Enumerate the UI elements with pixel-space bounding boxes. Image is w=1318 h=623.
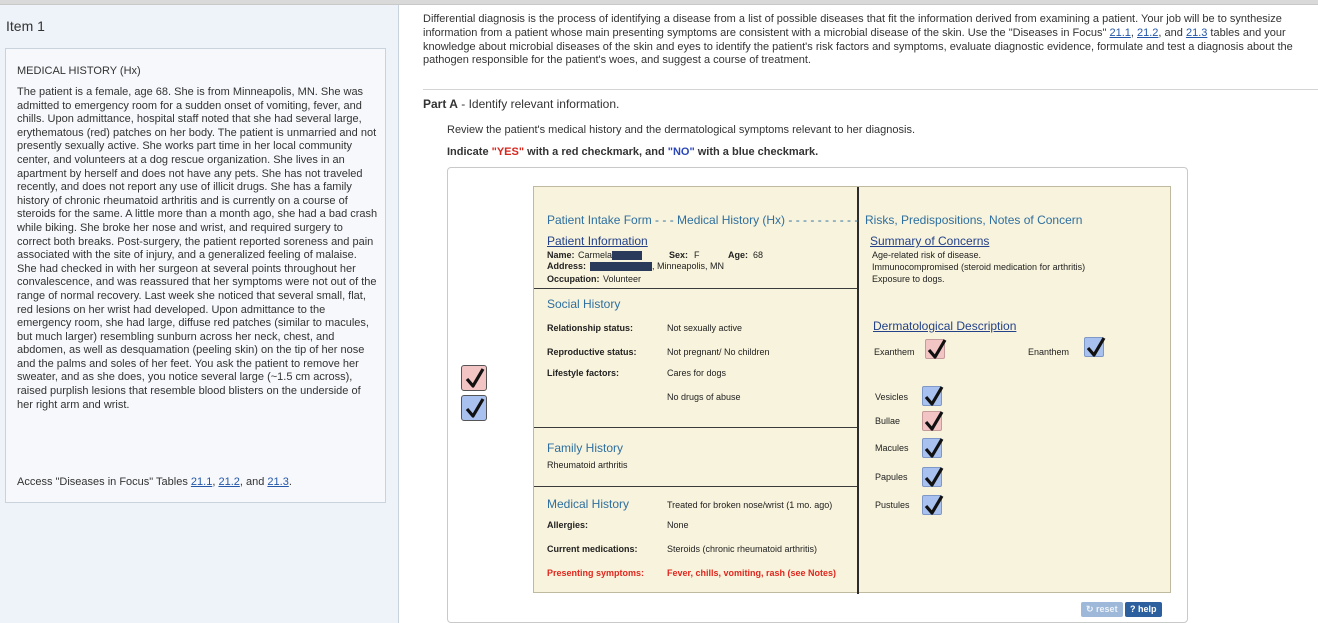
name-text: Carmela [578, 250, 613, 260]
form-header-right: Risks, Predispositions, Notes of Concern [865, 213, 1083, 227]
redaction-bar [612, 251, 642, 260]
access-tables-text [17, 476, 292, 488]
dermatological-description-title: Dermatological Description [873, 319, 1017, 333]
enanthem-label: Enanthem [1028, 347, 1070, 357]
access-sep-1: , [212, 476, 219, 488]
checkmark-icon [465, 397, 485, 419]
reproductive-label: Reproductive status: [547, 347, 637, 357]
form-column-divider [857, 187, 859, 594]
reproductive-value: Not pregnant/ No children [667, 347, 770, 357]
blue-checkmark-source[interactable] [461, 395, 487, 421]
intro-sep-1: , [1130, 26, 1137, 39]
address-label: Address: [547, 261, 587, 271]
address-text: , Minneapolis, MN [652, 261, 725, 271]
indicate-post: with a blue checkmark. [694, 146, 819, 158]
reset-button[interactable] [1081, 602, 1123, 617]
intro-link-21-3[interactable]: 21.3 [1185, 26, 1208, 39]
part-a-heading [423, 97, 619, 111]
intro-link-21-1[interactable]: 21.1 [1109, 26, 1131, 39]
address-value [590, 261, 724, 271]
checkmark-icon [1086, 336, 1106, 358]
checkmark-icon [924, 385, 944, 407]
divider [423, 89, 1318, 90]
age-label: Age: [728, 250, 748, 260]
form-header-left-b: - - - Medical History (Hx) - - - - - - - - - - [651, 213, 859, 227]
relationship-value: Not sexually active [667, 323, 743, 333]
medical-history-box [5, 48, 386, 503]
medical-history-title: Medical History [547, 497, 630, 511]
form-header-left [547, 213, 858, 227]
checkmark-icon [924, 494, 944, 516]
form-divider-2 [534, 427, 857, 428]
medical-history-value: Treated for broken nose/wrist (1 mo. ago) [667, 500, 833, 510]
medical-history-title: MEDICAL HISTORY (Hx) [17, 65, 141, 77]
patient-information-title: Patient Information [547, 234, 648, 248]
medications-label: Current medications: [547, 544, 638, 554]
concern-3: Exposure to dogs. [872, 274, 945, 284]
help-button[interactable]: ? help [1125, 602, 1162, 617]
indicate-no: "NO" [667, 146, 695, 158]
family-history-value: Rheumatoid arthritis [547, 460, 628, 470]
red-checkmark-source[interactable] [461, 365, 487, 391]
intro-link-21-2[interactable]: 21.2 [1137, 26, 1159, 39]
macules-label: Macules [875, 443, 909, 453]
family-history-title: Family History [547, 441, 624, 455]
papules-checkmark[interactable] [922, 467, 942, 487]
checkmark-icon [465, 367, 485, 389]
lifestyle-label: Lifestyle factors: [547, 368, 620, 378]
medications-value: Steroids (chronic rheumatoid arthritis) [667, 544, 818, 554]
allergies-label: Allergies: [547, 520, 589, 530]
occupation-value: Volunteer [603, 274, 642, 284]
form-divider-1 [534, 288, 857, 289]
form-header-left-a: Patient Intake Form [547, 213, 652, 227]
part-a-dash: - [457, 97, 469, 111]
name-value [578, 250, 642, 260]
indicate-instruction [447, 146, 818, 158]
checkmark-icon [927, 338, 947, 360]
indicate-mid: with a red checkmark, and [524, 146, 668, 158]
summary-of-concerns-title: Summary of Concerns [870, 234, 990, 248]
relationship-label: Relationship status: [547, 323, 634, 333]
vesicles-checkmark[interactable] [922, 386, 942, 406]
intro-sep-2: , and [1158, 26, 1186, 39]
vesicles-label: Vesicles [875, 392, 909, 402]
table-21-2-link[interactable]: 21.2 [218, 476, 240, 488]
sex-label: Sex: [669, 250, 689, 260]
age-value: 68 [753, 250, 764, 260]
part-a-label: Part A [423, 97, 458, 111]
review-instruction: Review the patient's medical history and the dermatological symptoms relevant to her diagnosis. [447, 124, 915, 136]
item-title: Item 1 [6, 18, 45, 34]
concern-1: Age-related risk of disease. [872, 250, 982, 260]
name-label: Name: [547, 250, 575, 260]
social-history-title: Social History [547, 297, 621, 311]
papules-label: Papules [875, 472, 908, 482]
reset-label: reset [1096, 604, 1118, 614]
access-prefix: Access "Diseases in Focus" Tables [17, 476, 191, 488]
checkmark-icon [924, 410, 944, 432]
exanthem-checkmark[interactable] [925, 339, 945, 359]
presenting-symptoms-label: Presenting symptoms: [547, 568, 645, 578]
pustules-checkmark[interactable] [922, 495, 942, 515]
patient-intake-form [533, 186, 1171, 593]
bullae-label: Bullae [875, 416, 901, 426]
checkmark-icon [924, 466, 944, 488]
redaction-bar [590, 262, 652, 271]
left-pane [0, 5, 399, 623]
medical-history-text: The patient is a female, age 68. She is from Minneapolis, MN. She was admitted to emergency room for a sudden onset of vomiting, fever, and chills. Upon admittance, hospital staff noted that she had several large, erythematous (red) patches on her body. The patient is unmarried and not presently sexually active. She works part time in her local community center, and volunteers at a dog rescue organization. She lives in an apartment by herself and does not have any pets. She has not traveled recently, and does not report any use of illicit drugs. She has a family history of chronic rheumatoid arthritis and is currently on a course of steroids for the same. A little more than a month ago, she had a bad crash while biking. She broke her nose and wrist, and required surgery to correct both breaks. Post-surgery, the patient reported soreness and pain associated with the site of injury, and a generalized feeling of malaise. She had checked in with her surgeon at several points throughout her convalescence, and was reassured that her symptoms were not out of the range of normal recovery. Last week she noticed that several small, flat, red lesions on her wrist had developed. Upon admittance to the emergency room, she had large, diffuse red patches (similar to macules, but much larger) resembling sunburn across her neck, chest, and abdomen, as well as desquamation (peeling skin) on the tip of her nose and the palms and soles of her feet. You ask the patient to remove her sweater, and as she does, you notice several large (~1.5 cm across), raised purplish lesions that resemble blood blisters on the underside of her right arm and wrist. [17, 86, 378, 411]
indicate-pre: Indicate [447, 146, 492, 158]
table-21-3-link[interactable]: 21.3 [267, 476, 289, 488]
sex-value: F [694, 250, 700, 260]
lifestyle-value-2: No drugs of abuse [667, 392, 741, 402]
bullae-checkmark[interactable] [922, 411, 942, 431]
form-divider-3 [534, 486, 857, 487]
macules-checkmark[interactable] [922, 438, 942, 458]
reset-icon: ↻ [1086, 604, 1097, 614]
concern-2: Immunocompromised (steroid medication for arthritis) [872, 262, 1086, 272]
exanthem-label: Exanthem [874, 347, 915, 357]
checkmark-icon [924, 437, 944, 459]
access-sep-2: , and [239, 476, 268, 488]
allergies-value: None [667, 520, 689, 530]
occupation-label: Occupation: [547, 274, 600, 284]
pustules-label: Pustules [875, 500, 910, 510]
part-a-title: Identify relevant information. [468, 97, 620, 111]
intro-text-1: Differential diagnosis is the process of identifying a disease from a list of possible diseases that fit the information derived from examining a patient. Your job will be to synthesize information from a patient whose main presenting symptoms are consistent with a microbial disease of the skin. Use the "Diseases in Focus" [423, 13, 1282, 39]
enanthem-checkmark[interactable] [1084, 337, 1104, 357]
lifestyle-value-1: Cares for dogs [667, 368, 727, 378]
indicate-yes: "YES" [491, 146, 525, 158]
intro-text-2: tables and your knowledge about microbial diseases of the skin and eyes to identify the patient's risk factors and symptoms, evaluate diagnostic evidence, formulate and test a diagnosis about the pathogen responsible for the patient's woes, and suggest a course of treatment. [423, 26, 1293, 67]
presenting-symptoms-value: Fever, chills, vomiting, rash (see Notes) [667, 568, 837, 578]
access-end: . [288, 476, 292, 488]
table-21-1-link[interactable]: 21.1 [190, 476, 213, 488]
intro-paragraph [423, 13, 1315, 68]
